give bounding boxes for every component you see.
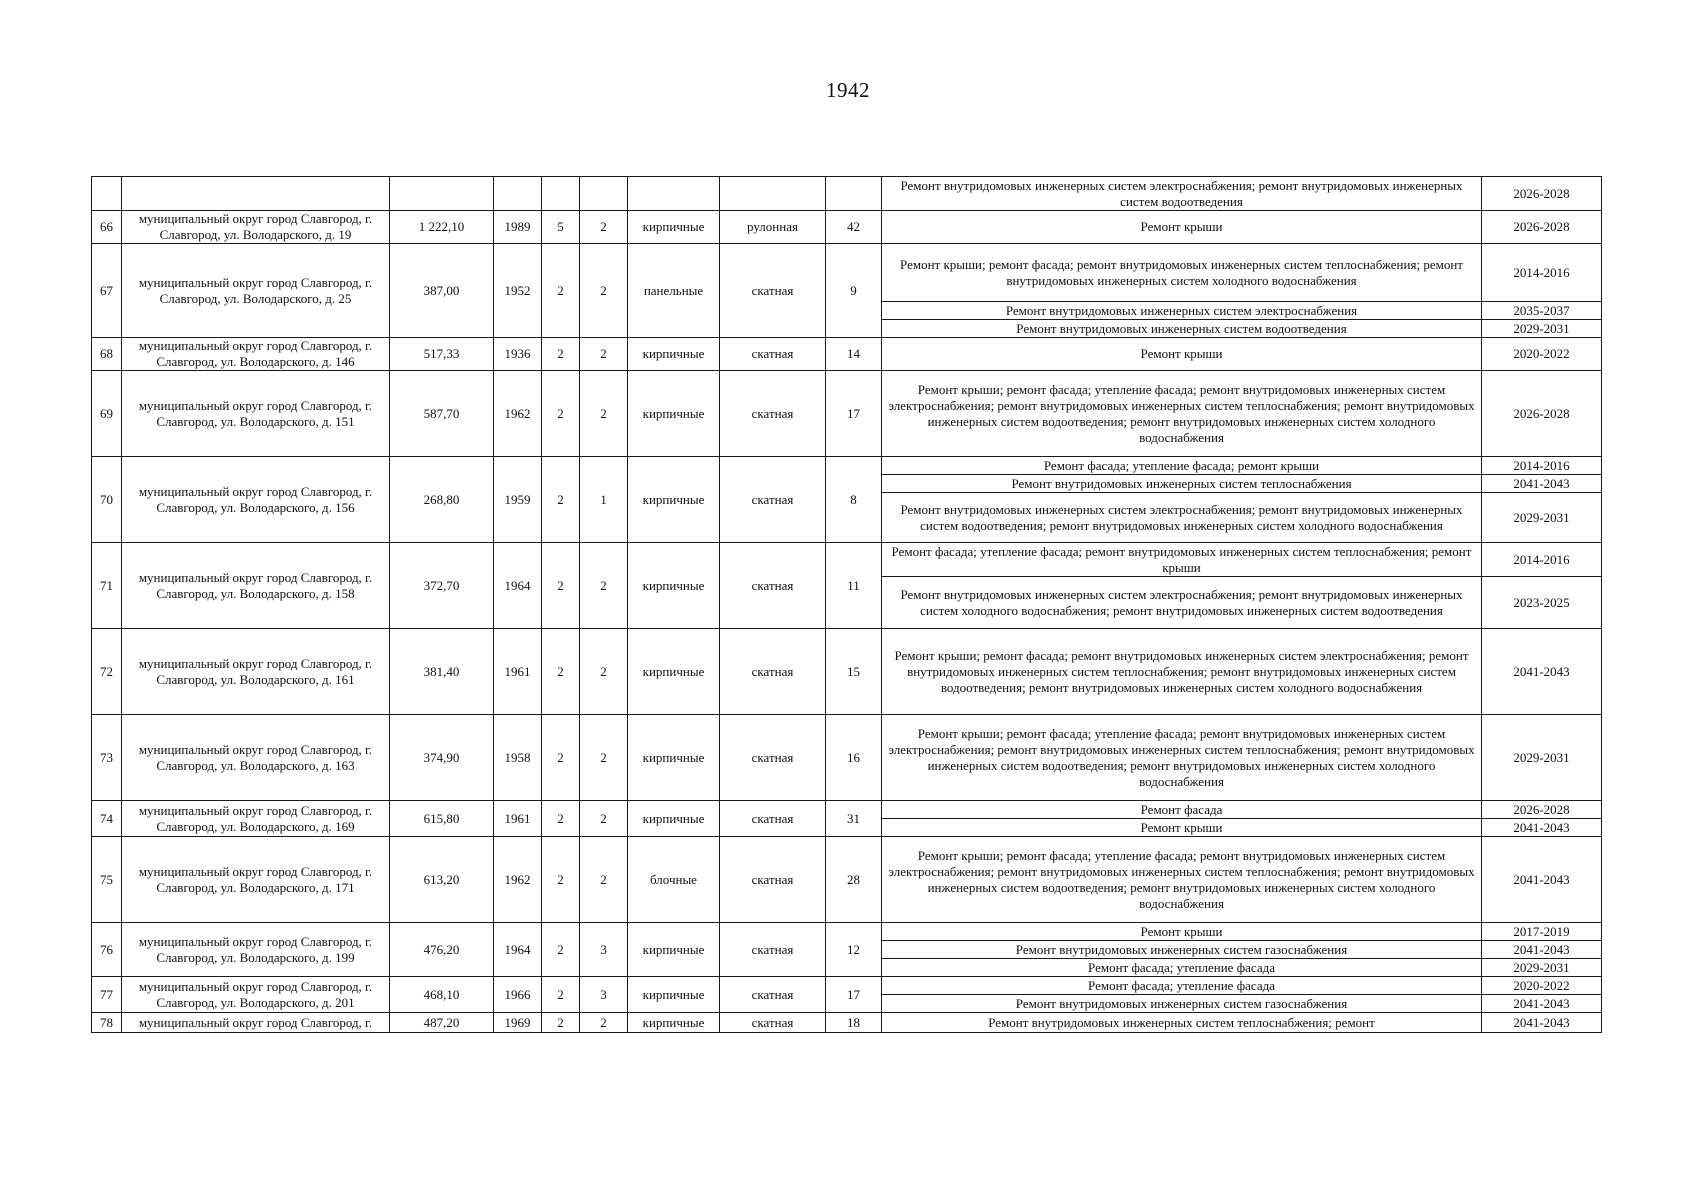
entrance-count xyxy=(580,177,628,211)
house-number: 72 xyxy=(92,629,122,715)
house-area: 1 222,10 xyxy=(390,211,494,244)
resident-count xyxy=(826,177,882,211)
repair-work-description: Ремонт фасада; утепление фасада; ремонт крыши xyxy=(882,457,1482,475)
wall-material: кирпичные xyxy=(628,211,720,244)
repair-work-description: Ремонт внутридомовых инженерных систем водоотведения xyxy=(882,320,1482,338)
table-row xyxy=(92,457,1602,475)
house-area: 468,10 xyxy=(390,977,494,1013)
repair-work-description: Ремонт внутридомовых инженерных систем электроснабжения; ремонт внутридомовых инженерных систем холодного водоснабжения; ремонт внутридомовых инженерных систем водоотведения xyxy=(882,577,1482,629)
resident-count: 15 xyxy=(826,629,882,715)
table-body xyxy=(92,177,1602,1033)
house-address: муниципальный округ город Славгород, г. Славгород, ул. Володарского, д. 169 xyxy=(122,801,390,837)
floor-count: 5 xyxy=(542,211,580,244)
repair-work-description: Ремонт внутридомовых инженерных систем электроснабжения; ремонт внутридомовых инженерных систем водоотведения xyxy=(882,177,1482,211)
roof-type: скатная xyxy=(720,1013,826,1033)
table-row xyxy=(92,837,1602,923)
roof-type xyxy=(720,177,826,211)
commissioning-year: 1952 xyxy=(494,244,542,338)
floor-count: 2 xyxy=(542,801,580,837)
house-number: 76 xyxy=(92,923,122,977)
roof-type: скатная xyxy=(720,244,826,338)
repair-work-description: Ремонт фасада; утепление фасада xyxy=(882,959,1482,977)
roof-type: скатная xyxy=(720,629,826,715)
table-row xyxy=(92,977,1602,995)
entrance-count: 3 xyxy=(580,977,628,1013)
roof-type: скатная xyxy=(720,457,826,543)
house-area: 381,40 xyxy=(390,629,494,715)
house-area: 476,20 xyxy=(390,923,494,977)
table-row xyxy=(92,244,1602,302)
house-number: 73 xyxy=(92,715,122,801)
table-row xyxy=(92,211,1602,244)
repair-work-description: Ремонт крыши xyxy=(882,923,1482,941)
floor-count: 2 xyxy=(542,977,580,1013)
resident-count: 16 xyxy=(826,715,882,801)
roof-type: скатная xyxy=(720,923,826,977)
entrance-count: 2 xyxy=(580,211,628,244)
wall-material: панельные xyxy=(628,244,720,338)
floor-count: 2 xyxy=(542,543,580,629)
house-number: 77 xyxy=(92,977,122,1013)
commissioning-year: 1964 xyxy=(494,923,542,977)
house-address: муниципальный округ город Славгород, г. xyxy=(122,1013,390,1033)
house-area: 374,90 xyxy=(390,715,494,801)
house-area: 372,70 xyxy=(390,543,494,629)
roof-type: скатная xyxy=(720,543,826,629)
resident-count: 9 xyxy=(826,244,882,338)
house-area: 587,70 xyxy=(390,371,494,457)
repair-period: 2041-2043 xyxy=(1482,1013,1602,1033)
commissioning-year: 1964 xyxy=(494,543,542,629)
floor-count: 2 xyxy=(542,338,580,371)
resident-count: 31 xyxy=(826,801,882,837)
floor-count: 2 xyxy=(542,837,580,923)
repair-period: 2041-2043 xyxy=(1482,837,1602,923)
repair-work-description: Ремонт фасада; утепление фасада; ремонт внутридомовых инженерных систем теплоснабжения; ремонт крыши xyxy=(882,543,1482,577)
roof-type: скатная xyxy=(720,715,826,801)
house-address: муниципальный округ город Славгород, г. Славгород, ул. Володарского, д. 163 xyxy=(122,715,390,801)
repair-work-description: Ремонт фасада; утепление фасада xyxy=(882,977,1482,995)
page-number: 1942 xyxy=(826,78,870,102)
house-address: муниципальный округ город Славгород, г. Славгород, ул. Володарского, д. 25 xyxy=(122,244,390,338)
repair-period: 2026-2028 xyxy=(1482,801,1602,819)
table-row xyxy=(92,1013,1602,1033)
capital-repair-table xyxy=(91,176,1602,1033)
wall-material: кирпичные xyxy=(628,371,720,457)
resident-count: 8 xyxy=(826,457,882,543)
wall-material: кирпичные xyxy=(628,543,720,629)
wall-material: кирпичные xyxy=(628,923,720,977)
house-number: 75 xyxy=(92,837,122,923)
repair-work-description: Ремонт внутридомовых инженерных систем теплоснабжения; ремонт xyxy=(882,1013,1482,1033)
repair-work-description: Ремонт внутридомовых инженерных систем газоснабжения xyxy=(882,941,1482,959)
table-row xyxy=(92,801,1602,819)
floor-count: 2 xyxy=(542,1013,580,1033)
repair-period: 2026-2028 xyxy=(1482,371,1602,457)
house-area: 613,20 xyxy=(390,837,494,923)
repair-period: 2041-2043 xyxy=(1482,819,1602,837)
entrance-count: 2 xyxy=(580,1013,628,1033)
repair-work-description: Ремонт крыши xyxy=(882,338,1482,371)
house-address: муниципальный округ город Славгород, г. Славгород, ул. Володарского, д. 201 xyxy=(122,977,390,1013)
repair-work-description: Ремонт фасада xyxy=(882,801,1482,819)
house-address: муниципальный округ город Славгород, г. Славгород, ул. Володарского, д. 158 xyxy=(122,543,390,629)
house-address: муниципальный округ город Славгород, г. Славгород, ул. Володарского, д. 146 xyxy=(122,338,390,371)
entrance-count: 2 xyxy=(580,371,628,457)
house-address: муниципальный округ город Славгород, г. Славгород, ул. Володарского, д. 151 xyxy=(122,371,390,457)
repair-period: 2014-2016 xyxy=(1482,457,1602,475)
commissioning-year: 1962 xyxy=(494,371,542,457)
resident-count: 18 xyxy=(826,1013,882,1033)
house-address xyxy=(122,177,390,211)
repair-period: 2029-2031 xyxy=(1482,320,1602,338)
repair-work-description: Ремонт крыши; ремонт фасада; утепление фасада; ремонт внутридомовых инженерных систем электроснабжения; ремонт внутридомовых инженерных систем теплоснабжения; ремонт внутридомовых инженерных систем водоотведения; ремонт внутридомовых инженерных систем холодного водоснабжения xyxy=(882,371,1482,457)
repair-work-description: Ремонт внутридомовых инженерных систем газоснабжения xyxy=(882,995,1482,1013)
repair-period: 2041-2043 xyxy=(1482,941,1602,959)
floor-count: 2 xyxy=(542,629,580,715)
house-number: 68 xyxy=(92,338,122,371)
repair-work-description: Ремонт внутридомовых инженерных систем теплоснабжения xyxy=(882,475,1482,493)
floor-count: 2 xyxy=(542,715,580,801)
house-address: муниципальный округ город Славгород, г. Славгород, ул. Володарского, д. 156 xyxy=(122,457,390,543)
resident-count: 17 xyxy=(826,371,882,457)
wall-material: кирпичные xyxy=(628,977,720,1013)
repair-period: 2014-2016 xyxy=(1482,543,1602,577)
house-address: муниципальный округ город Славгород, г. Славгород, ул. Володарского, д. 171 xyxy=(122,837,390,923)
wall-material: кирпичные xyxy=(628,801,720,837)
house-number: 67 xyxy=(92,244,122,338)
repair-work-description: Ремонт крыши; ремонт фасада; ремонт внутридомовых инженерных систем теплоснабжения; ремонт внутридомовых инженерных систем холодного водоснабжения xyxy=(882,244,1482,302)
commissioning-year: 1961 xyxy=(494,801,542,837)
roof-type: скатная xyxy=(720,837,826,923)
table-row xyxy=(92,715,1602,801)
house-number: 66 xyxy=(92,211,122,244)
repair-period: 2041-2043 xyxy=(1482,995,1602,1013)
repair-period: 2035-2037 xyxy=(1482,302,1602,320)
wall-material: кирпичные xyxy=(628,338,720,371)
repair-period: 2020-2022 xyxy=(1482,977,1602,995)
wall-material: кирпичные xyxy=(628,715,720,801)
house-area: 387,00 xyxy=(390,244,494,338)
floor-count: 2 xyxy=(542,923,580,977)
commissioning-year: 1961 xyxy=(494,629,542,715)
entrance-count: 2 xyxy=(580,338,628,371)
house-area xyxy=(390,177,494,211)
resident-count: 28 xyxy=(826,837,882,923)
wall-material: кирпичные xyxy=(628,629,720,715)
floor-count: 2 xyxy=(542,457,580,543)
entrance-count: 2 xyxy=(580,837,628,923)
entrance-count: 2 xyxy=(580,543,628,629)
commissioning-year: 1966 xyxy=(494,977,542,1013)
wall-material xyxy=(628,177,720,211)
commissioning-year: 1962 xyxy=(494,837,542,923)
entrance-count: 3 xyxy=(580,923,628,977)
commissioning-year: 1989 xyxy=(494,211,542,244)
repair-period: 2029-2031 xyxy=(1482,715,1602,801)
floor-count: 2 xyxy=(542,371,580,457)
house-area: 487,20 xyxy=(390,1013,494,1033)
house-address: муниципальный округ город Славгород, г. Славгород, ул. Володарского, д. 19 xyxy=(122,211,390,244)
wall-material: блочные xyxy=(628,837,720,923)
commissioning-year: 1969 xyxy=(494,1013,542,1033)
commissioning-year xyxy=(494,177,542,211)
repair-period: 2020-2022 xyxy=(1482,338,1602,371)
repair-period: 2026-2028 xyxy=(1482,211,1602,244)
floor-count xyxy=(542,177,580,211)
house-number xyxy=(92,177,122,211)
table-row xyxy=(92,543,1602,577)
repair-work-description: Ремонт крыши xyxy=(882,211,1482,244)
repair-period: 2041-2043 xyxy=(1482,629,1602,715)
floor-count: 2 xyxy=(542,244,580,338)
house-number: 71 xyxy=(92,543,122,629)
resident-count: 17 xyxy=(826,977,882,1013)
repair-work-description: Ремонт крыши xyxy=(882,819,1482,837)
resident-count: 11 xyxy=(826,543,882,629)
house-number: 74 xyxy=(92,801,122,837)
house-number: 78 xyxy=(92,1013,122,1033)
table-row xyxy=(92,923,1602,941)
roof-type: скатная xyxy=(720,338,826,371)
house-number: 70 xyxy=(92,457,122,543)
wall-material: кирпичные xyxy=(628,1013,720,1033)
roof-type: скатная xyxy=(720,977,826,1013)
resident-count: 12 xyxy=(826,923,882,977)
table-row xyxy=(92,629,1602,715)
repair-work-description: Ремонт крыши; ремонт фасада; утепление фасада; ремонт внутридомовых инженерных систем электроснабжения; ремонт внутридомовых инженерных систем теплоснабжения; ремонт внутридомовых инженерных систем водоотведения; ремонт внутридомовых инженерных систем холодного водоснабжения xyxy=(882,837,1482,923)
repair-period: 2041-2043 xyxy=(1482,475,1602,493)
roof-type: скатная xyxy=(720,371,826,457)
entrance-count: 2 xyxy=(580,801,628,837)
house-area: 517,33 xyxy=(390,338,494,371)
commissioning-year: 1936 xyxy=(494,338,542,371)
house-number: 69 xyxy=(92,371,122,457)
house-area: 615,80 xyxy=(390,801,494,837)
repair-period: 2023-2025 xyxy=(1482,577,1602,629)
repair-period: 2029-2031 xyxy=(1482,959,1602,977)
entrance-count: 2 xyxy=(580,629,628,715)
house-address: муниципальный округ город Славгород, г. Славгород, ул. Володарского, д. 161 xyxy=(122,629,390,715)
repair-work-description: Ремонт крыши; ремонт фасада; ремонт внутридомовых инженерных систем электроснабжения; ремонт внутридомовых инженерных систем теплоснабжения; ремонт внутридомовых инженерных систем водоотведения; ремонт внутридомовых инженерных систем холодного водоснабжения xyxy=(882,629,1482,715)
entrance-count: 2 xyxy=(580,715,628,801)
table-row xyxy=(92,371,1602,457)
repair-period: 2026-2028 xyxy=(1482,177,1602,211)
wall-material: кирпичные xyxy=(628,457,720,543)
house-address: муниципальный округ город Славгород, г. Славгород, ул. Володарского, д. 199 xyxy=(122,923,390,977)
resident-count: 42 xyxy=(826,211,882,244)
repair-period: 2017-2019 xyxy=(1482,923,1602,941)
resident-count: 14 xyxy=(826,338,882,371)
repair-period: 2014-2016 xyxy=(1482,244,1602,302)
roof-type: рулонная xyxy=(720,211,826,244)
repair-work-description: Ремонт внутридомовых инженерных систем электроснабжения xyxy=(882,302,1482,320)
table-row xyxy=(92,177,1602,211)
repair-work-description: Ремонт крыши; ремонт фасада; утепление фасада; ремонт внутридомовых инженерных систем электроснабжения; ремонт внутридомовых инженерных систем теплоснабжения; ремонт внутридомовых инженерных систем водоотведения; ремонт внутридомовых инженерных систем холодного водоснабжения xyxy=(882,715,1482,801)
roof-type: скатная xyxy=(720,801,826,837)
commissioning-year: 1959 xyxy=(494,457,542,543)
entrance-count: 2 xyxy=(580,244,628,338)
house-area: 268,80 xyxy=(390,457,494,543)
repair-work-description: Ремонт внутридомовых инженерных систем электроснабжения; ремонт внутридомовых инженерных систем водоотведения; ремонт внутридомовых инженерных систем холодного водоснабжения xyxy=(882,493,1482,543)
entrance-count: 1 xyxy=(580,457,628,543)
table-row xyxy=(92,338,1602,371)
repair-period: 2029-2031 xyxy=(1482,493,1602,543)
commissioning-year: 1958 xyxy=(494,715,542,801)
